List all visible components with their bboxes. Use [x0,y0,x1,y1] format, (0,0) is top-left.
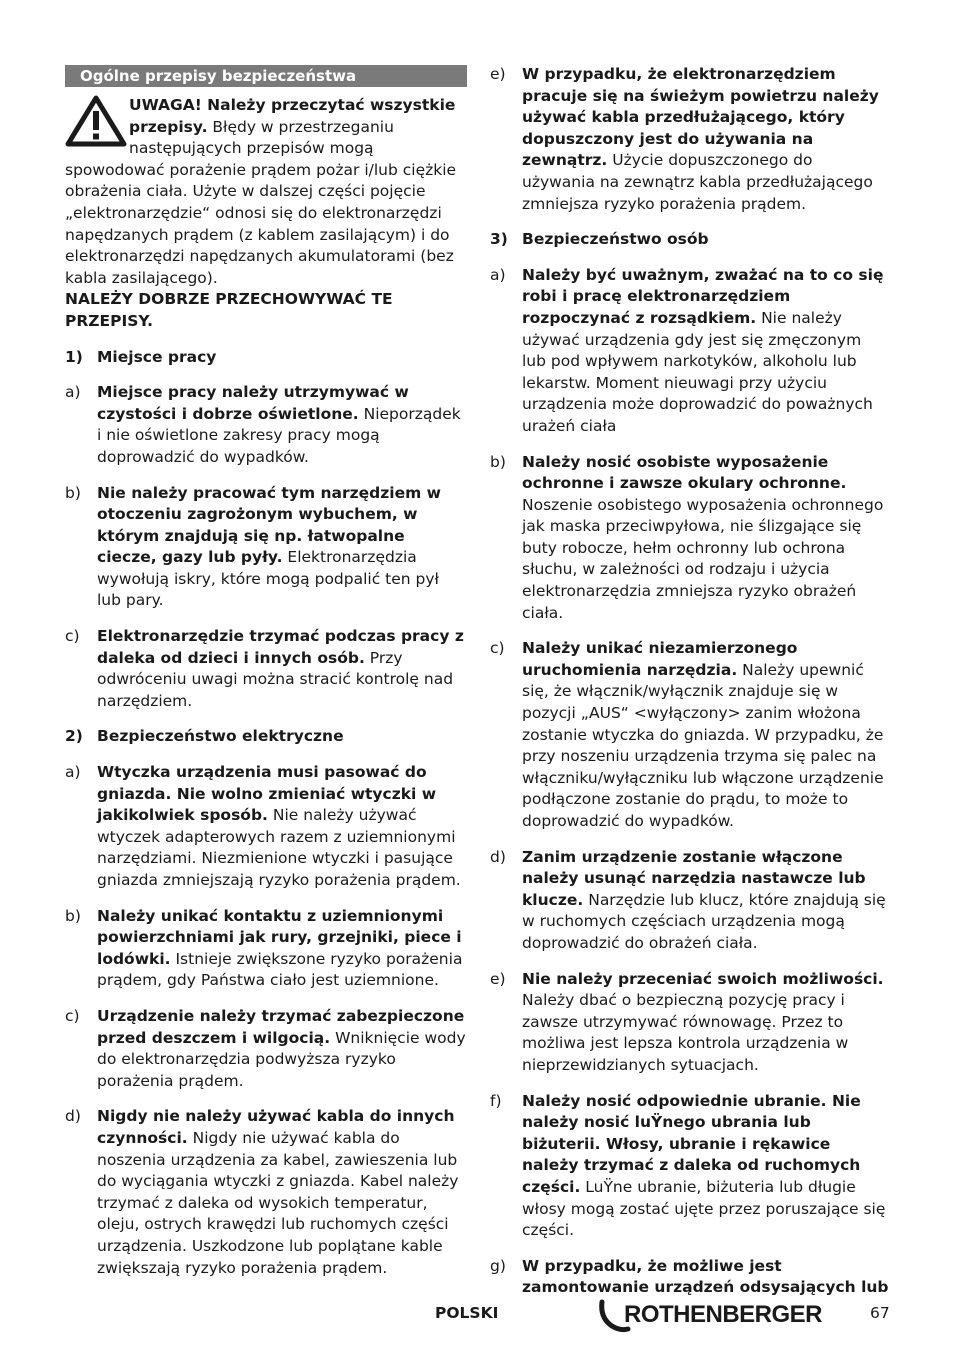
list-item [65,762,467,892]
item-text: Wniknięcie wody do elektronarzędzia podwyższa ryzyko porażenia prądem. [97,1028,466,1090]
right-column [490,64,890,1299]
item-label: c) [65,627,80,646]
item-label: d) [490,847,506,866]
page-number: 67 [870,1304,890,1322]
left-column [65,64,467,1279]
item-label: g) [490,1256,506,1275]
rothenberger-logo [598,1296,838,1336]
item-text: Narzędzie lub klucz, które znajdują się w ruchomych częściach urządzenia mogą doprowadzić do obrażeń ciała. [522,890,886,952]
heading-electrical-safety [65,726,467,748]
item-label: a) [65,383,81,402]
warning-keep [65,289,467,332]
item-bold: Nie należy pracować tym narzędziem w otoczeniu zagrożonym wybuchem, w którym znajdują się np. łatwopalne ciecze, gazy lub pyły. [97,483,441,567]
list-item [490,452,890,625]
item-text: Należy upewnić się, że włącznik/wyłącznik znajduje się w pozycji „AUS“ <wyłączony> zanim włożona zostanie wtyczka do gniazda. W przypadku, że przy noszeniu urządzenia trzyma się palec na włączniku/wyłączniku lub włączone urządzenie podłączone zostanie do prądu, to może to doprowadzić do wypadków. [522,660,884,830]
heading-number: 1) [65,347,83,366]
footer-language: POLSKI [435,1304,499,1322]
item-label: c) [490,639,505,658]
item-label: e) [490,65,506,83]
item-bold: Zanim urządzenie zostanie włączone należy usunąć narzędzia nastawcze lub klucze. [522,847,866,909]
item-text: Noszenie osobistego wyposażenia ochronnego jak maska przeciwpyłowa, nie ślizgające się buty robocze, hełm ochronny lub ochrona słuchu, w zależności od rodzaju i użycia elektronarzędzia zmniejsza ryzyko obrażeń ciała. [522,495,884,622]
item-bold: Nigdy nie należy używać kabla do innych czynności. [97,1107,455,1147]
item-text: Nie należy używać urządzenia gdy jest się zmęczonym lub pod wpływem narkotyków, alkoholu lub lekarstw. Moment nieuwagi przy użyciu urządzenia może doprowadzić do poważnych urażeń ciała [522,308,873,435]
item-text: Nie należy używać wtyczek adapterowych razem z uziemnionymi narzędziami. Niezmienione wtyczki i pasujące gniazda zmniejszają ryzyko porażenia prądem. [97,806,461,889]
list-item [490,265,890,438]
warning-block [65,95,467,333]
list-item [490,847,890,955]
item-bold: Należy nosić odpowiednie ubranie. Nie należy nosić luŸnego ubrania lub biżuterii. Włosy, ubranie i rękawice należy trzymać z daleka od ruchomych części. [522,1091,861,1196]
list-item [490,1256,890,1299]
item-text: Przy odwróceniu uwagi można stracić kontrolę nad narzędziem. [97,648,454,710]
item-label: b) [65,906,81,925]
item-text: Istnieje zwiększone ryzyko porażenia prądem, gdy Państwa ciało jest uziemnione. [97,949,463,990]
item-bold: Nie należy przeceniać swoich możliwości. [522,969,884,988]
item-bold: W przypadku, że możliwe jest zamontowanie urządzeń odsysających lub [522,1256,889,1297]
item-label: f) [490,1091,502,1110]
item-text: Należy dbać o bezpieczną pozycję pracy i zawsze utrzymywać równowagę. Przez to możliwa jest lepsza kontrola urządzenia w nieprzewidzianych sytuacjach. [522,991,849,1074]
item-label: e) [490,969,506,988]
item-bold: Elektronarzędzie trzymać podczas pracy z daleka od dzieci i innych osób. [97,627,464,667]
list-item [65,626,467,712]
item-label: b) [65,483,81,502]
item-text: LuŸne ubranie, biżuteria lub długie włosy mogą zostać ujęte przez poruszające się części. [522,1177,886,1240]
keep-instructions: NALEŻY DOBRZE PRZECHOWYWAĆ TE PRZEPISY. [65,290,393,330]
list-item [65,1006,467,1092]
list-item [490,638,890,832]
list-item [490,969,890,1077]
item-bold: Urządzenie należy trzymać zabezpieczone przed deszczem i wilgocią. [97,1006,465,1047]
item-label: b) [490,452,506,471]
warning-bold: UWAGA! Należy przeczytać wszystkie przepisy. [129,96,456,136]
item-text: Nigdy nie używać kabla do noszenia urządzenia za kabel, zawieszenia lub do wyciągania wtyczki z gniazda. Kabel należy trzymać z daleka od wysokich temperatur, oleju, ostrych krawędzi lub ruchomych części urządzenia. Uszkodzone lub poplątane kable zwiększają ryzyko porażenia prądem. [97,1128,459,1277]
item-bold: Należy unikać niezamierzonego uruchomienia narzędzia. [522,639,798,679]
list-item [65,382,467,468]
warning-body: Błędy w przestrzeganiu następujących przepisów mogą spowodować porażenie prądem pożar i/lub ciężkie obrażenia ciała. Użyte w dalszej części pojęcie „elektronarzędzie“ odnosi się do elektronarzędzi napędzanych prądem (z kablem zasilającym) i do elektronarzędzi napędzanych akumulatorami (bez kabla zasilającego). [65,117,457,287]
list-item [65,906,467,992]
list-item [490,64,890,215]
heading-number: 2) [65,727,83,746]
item-bold: W przypadku, że elektronarzędziem pracuje się na świeżym powietrzu należy używać kabla przedłużającego, który dopuszczony jest do używania na zewnątrz. [522,65,879,170]
item-text: Elektronarzędzia wywołują iskry, które mogą podpalić ten pył lub pary. [97,548,439,610]
section-title: Ogólne przepisy bezpieczeństwa [65,65,467,87]
item-label: a) [490,265,506,284]
heading-personal-safety [490,229,890,251]
heading-work-area [65,347,467,369]
item-bold: Należy unikać kontaktu z uziemnionymi powierzchniami jak rury, grzejniki, piece i lodówki. [97,906,462,968]
list-item [65,1106,467,1279]
heading-title: Miejsce pracy [97,347,217,366]
item-bold: Należy nosić osobiste wyposażenie ochronne i zawsze okulary ochronne. [522,452,847,493]
item-label: a) [65,763,81,782]
item-label: d) [65,1107,81,1126]
item-bold: Miejsce pracy należy utrzymywać w czystości i dobrze oświetlone. [97,383,409,423]
logo-text: ROTHENBERGER [624,1301,823,1328]
warning-triangle-icon [65,95,127,147]
item-label: c) [65,1006,80,1025]
list-item [65,483,467,613]
heading-title: Bezpieczeństwo elektryczne [97,727,344,746]
heading-number: 3) [490,230,508,249]
list-item [490,1091,890,1242]
item-bold: Należy być uważnym, zważać na to co się robi i pracę elektronarzędziem rozpoczynać z rozsądkiem. [522,265,884,327]
item-text: Nieporządek i nie oświetlone zakresy pracy mogą doprowadzić do wypadków. [97,404,461,466]
item-bold: Wtyczka urządzenia musi pasować do gniazda. Nie wolno zmieniać wtyczki w jakikolwiek sposób. [97,763,437,825]
item-text: Użycie dopuszczonego do używania na zewnątrz kabla przedłużającego zmniejsza ryzyko porażenia prądem. [522,151,873,213]
heading-title: Bezpieczeństwo osób [522,230,709,249]
